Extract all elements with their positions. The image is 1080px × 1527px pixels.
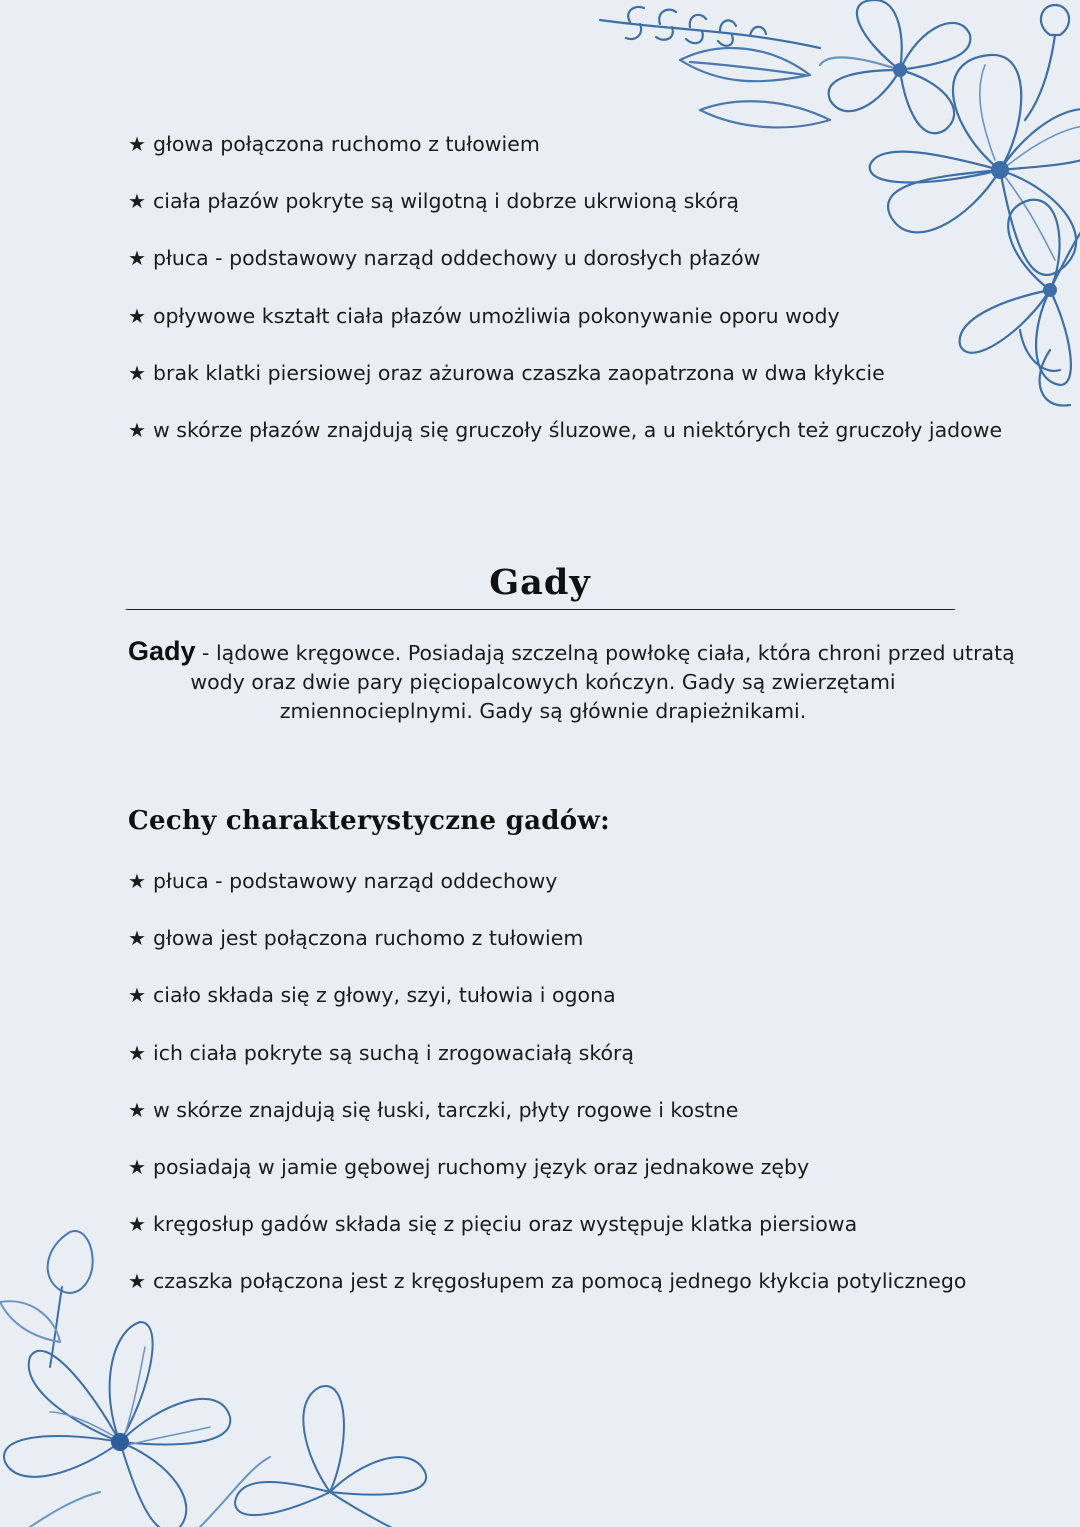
list-item-text: czaszka połączona jest z kręgosłupem za pomocą jednego kłykcia potylicznego	[153, 1269, 967, 1294]
list-item-text: ciało składa się z głowy, szyi, tułowia i ogona	[153, 983, 616, 1008]
amphibian-traits-list	[128, 134, 1002, 477]
star-bullet-icon: ★	[128, 246, 146, 271]
star-bullet-icon: ★	[128, 1040, 146, 1065]
list-item	[128, 1214, 966, 1271]
star-bullet-icon: ★	[128, 926, 146, 951]
definition-line-3: zmiennocieplnymi. Gady są głównie drapieżnikami.	[279, 699, 807, 723]
definition-line-2: wody oraz dwie pary pięciopalcowych kończyn. Gady są zwierzętami	[190, 670, 896, 694]
star-bullet-icon: ★	[128, 189, 146, 214]
list-item-text: głowa jest połączona ruchomo z tułowiem	[153, 926, 584, 951]
list-item-text: kręgosłup gadów składa się z pięciu oraz występuje klatka piersiowa	[153, 1212, 858, 1237]
star-bullet-icon: ★	[128, 303, 146, 328]
list-item	[128, 1040, 966, 1100]
star-bullet-icon: ★	[128, 1212, 146, 1237]
definition-paragraph	[128, 636, 1015, 726]
section-title: Gady	[489, 562, 591, 603]
list-item	[128, 1097, 966, 1157]
list-item-text: głowa połączona ruchomo z tułowiem	[153, 132, 540, 156]
list-item	[128, 871, 966, 928]
definition-text-1: - lądowe kręgowce. Posiadają szczelną powłokę ciała, która chroni przed utratą	[195, 641, 1015, 665]
list-item	[128, 1271, 966, 1328]
star-bullet-icon: ★	[128, 132, 146, 156]
list-item-text: brak klatki piersiowej oraz ażurowa czaszka zaopatrzona w dwa kłykcie	[153, 360, 885, 385]
star-bullet-icon: ★	[128, 983, 146, 1008]
list-item	[128, 417, 1003, 477]
reptile-traits-list	[128, 871, 966, 1329]
star-bullet-icon: ★	[128, 417, 146, 442]
list-item	[128, 985, 966, 1042]
list-item-text: ciała płazów pokryte są wilgotną i dobrze ukrwioną skórą	[153, 189, 739, 214]
star-bullet-icon: ★	[128, 1154, 146, 1179]
star-bullet-icon: ★	[128, 1269, 146, 1294]
list-item	[128, 303, 1002, 363]
list-item	[128, 248, 1002, 305]
reptile-traits-heading: Cechy charakterystyczne gadów:	[128, 806, 611, 836]
star-bullet-icon: ★	[128, 360, 146, 385]
definition-line-1	[128, 636, 1015, 668]
definition-term: Gady	[128, 636, 196, 666]
list-item-text: płuca - podstawowy narząd oddechowy	[153, 869, 558, 893]
list-item	[128, 360, 1002, 420]
list-item-text: ich ciała pokryte są suchą i zrogowaciałą skórą	[153, 1040, 634, 1065]
list-item	[128, 134, 1002, 191]
list-item-text: posiadają w jamie gębowej ruchomy język oraz jednakowe zęby	[153, 1154, 810, 1179]
star-bullet-icon: ★	[128, 1097, 146, 1122]
list-item-text: w skórze znajdują się łuski, tarczki, płyty rogowe i kostne	[153, 1097, 739, 1122]
list-item-text: w skórze płazów znajdują się gruczoły śluzowe, a u niektórych też gruczoły jadowe	[153, 417, 1003, 442]
list-item	[128, 928, 966, 985]
title-divider	[126, 609, 955, 610]
list-item	[128, 191, 1002, 248]
list-item-text: płuca - podstawowy narząd oddechowy u dorosłych płazów	[153, 246, 761, 271]
star-bullet-icon: ★	[128, 869, 146, 893]
list-item-text: opływowe kształt ciała płazów umożliwia pokonywanie oporu wody	[153, 303, 840, 328]
list-item	[128, 1154, 966, 1214]
